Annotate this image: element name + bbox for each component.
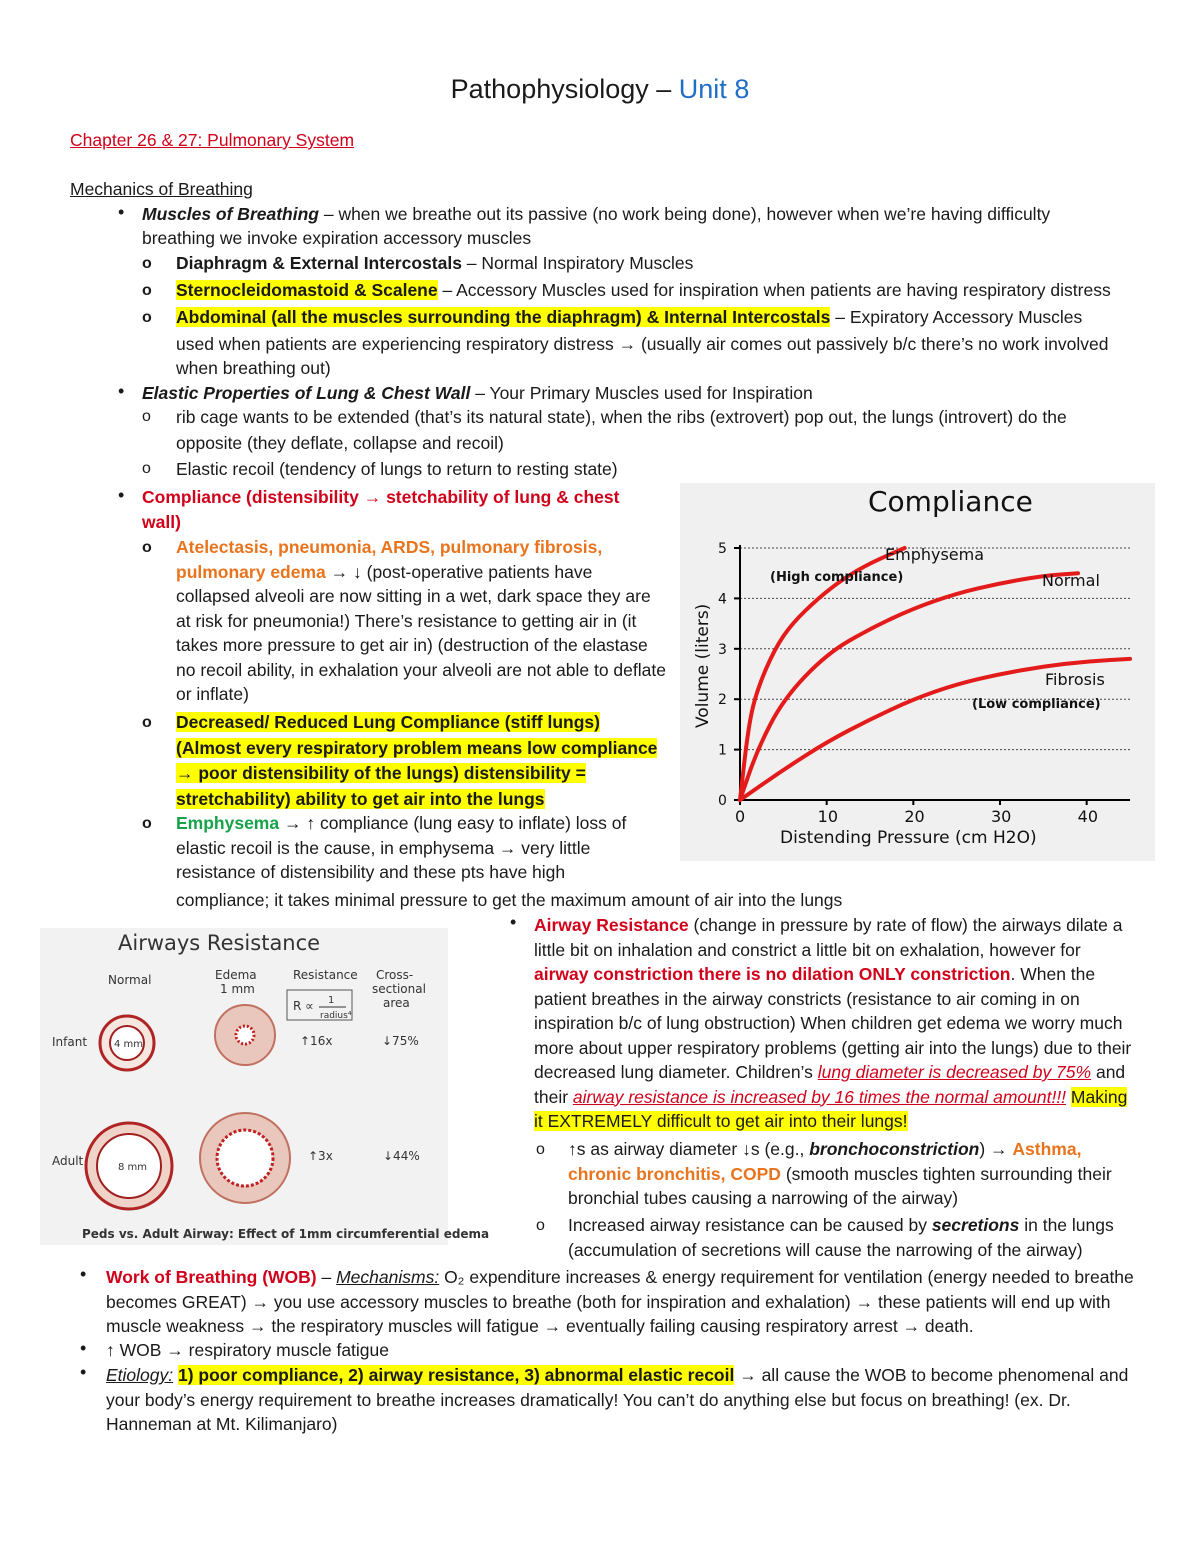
- bullet-icon: •: [118, 485, 125, 505]
- col-resistance: Resistance: [293, 968, 358, 982]
- formula-den: radius⁴: [320, 1011, 352, 1021]
- elastic-sub2: Elastic recoil (tendency of lungs to return to resting state): [176, 459, 618, 479]
- wob-fatigue: ↑ WOB → respiratory muscle fatigue: [106, 1340, 389, 1360]
- y-tick-label: 2: [718, 692, 727, 709]
- airways-resistance-image: [40, 928, 490, 1245]
- emphysema-last: compliance; it takes minimal pressure to get the maximum amount of air into the lungs: [176, 890, 843, 910]
- compliance-head2: wall): [142, 512, 181, 532]
- airways-title: Airways Resistance: [118, 931, 321, 955]
- chapter-heading: Chapter 26 & 27: Pulmonary System: [70, 130, 355, 150]
- circle-bullet-icon: o: [142, 309, 152, 326]
- x-tick-label: 30: [991, 807, 1012, 826]
- elastic-sub1b: opposite (they deflate, collapse and recoil): [176, 433, 504, 453]
- circle-bullet-icon: o: [142, 539, 152, 556]
- bullet-icon: •: [80, 1362, 87, 1382]
- emphysema-block: Emphysema → ↑ compliance (lung easy to inflate) loss of elastic recoil is the cause, in emphysema → very little resistance of distensibility and these pts have high: [176, 813, 627, 882]
- chart-ylabel: Volume (liters): [693, 603, 713, 728]
- col-cross2: sectional: [372, 982, 426, 996]
- chart-xlabel: Distending Pressure (cm H2O): [780, 828, 1037, 848]
- compliance-chart: [680, 483, 1155, 861]
- infant-normal-airway: [100, 1016, 154, 1070]
- series-label-fibrosis: Fibrosis: [1045, 670, 1105, 689]
- circle-bullet-icon: o: [142, 408, 151, 425]
- adult-resistance: ↑3x: [308, 1149, 333, 1163]
- formula-r: R ∝: [293, 999, 314, 1013]
- sternocleido-line: Sternocleidomastoid & Scalene – Accessory Muscles used for inspiration when patients are having respiratory distress: [176, 280, 1111, 300]
- wob-block: Work of Breathing (WOB) – Mechanisms: O₂ expenditure increases & energy requirement for ventilation (energy needed to breathe becomes GREAT) → you use accessory muscles to breathe (both for inspiration and exhalation) → these patients will end up with muscle weakness → the respiratory muscles will fatigue → eventually failing causing respiratory arrest → death.: [106, 1267, 1134, 1336]
- muscles-line2: breathing we invoke expiration accessory muscles: [142, 228, 532, 248]
- diaphragm-line: Diaphragm & External Intercostals – Normal Inspiratory Muscles: [176, 253, 694, 273]
- bullet-icon: •: [80, 1264, 87, 1284]
- atelectasis-block: Atelectasis, pneumonia, ARDS, pulmonary fibrosis, pulmonary edema → ↓ (post-operative patients have collapsed alveoli are now sitting in a wet, dark space they are at risk for pneumonia!) There’s resistance to getting air in (it takes more pressure to get air in) (destruction of the elastase no recoil ability, in exhalation your alveoli are not able to deflate or inflate): [176, 537, 666, 704]
- elastic-sub1a: rib cage wants to be extended (that’s its natural state), when the ribs (extrovert) pop out, the lungs (introvert) do the: [176, 407, 1067, 427]
- x-tick-label: 10: [817, 807, 839, 826]
- circle-bullet-icon: o: [142, 714, 152, 731]
- y-tick-label: 5: [718, 541, 727, 557]
- adult-size: 8 mm: [118, 1162, 148, 1173]
- muscles-line1: Muscles of Breathing – when we breathe out its passive (no work being done), however when we’re having difficulty: [142, 204, 1051, 224]
- elastic-line: Elastic Properties of Lung & Chest Wall – Your Primary Muscles used for Inspiration: [142, 383, 813, 403]
- row-infant: Infant: [52, 1035, 88, 1049]
- y-tick-label: 0: [718, 793, 727, 809]
- chart-title: Compliance: [868, 485, 1033, 518]
- x-tick-label: 0: [735, 807, 746, 826]
- page-title: [0, 74, 1200, 105]
- title-unit: Unit 8: [678, 74, 750, 104]
- airway-resistance-block: Airway Resistance (change in pressure by rate of flow) the airways dilate a little bit on inhalation and constrict a little bit on exhalation, however for airway constriction there is no dilation ONLY constriction. When the patient breathes in the airway constricts (resistance to air coming in on inspiration b/c of lung obstruction) When children get edema we worry much more about upper respiratory problems (getting air into the lungs) due to their decreased lung diameter. Children’s lung diameter is decreased by 75% and their airway resistance is increased by 16 times the normal amount!!! Making it EXTREMELY difficult to get air into their lungs!: [534, 915, 1132, 1131]
- abdominal-line3: when breathing out): [176, 358, 331, 378]
- col-edema: Edema: [215, 968, 257, 982]
- decreased-compliance-block: Decreased/ Reduced Lung Compliance (stiff lungs) (Almost every respiratory problem means low compliance → poor distensibility of the lungs) distensibility = stretchability) ability to get air into the lungs: [176, 712, 658, 809]
- bullet-icon: •: [80, 1338, 87, 1358]
- etiology-block: Etiology: 1) poor compliance, 2) airway resistance, 3) abnormal elastic recoil → all cause the WOB to become phenomenal and your body’s energy requirement to breathe increases dramatically! You can’t do anything else but focus on breathing! (ex. Dr. Hanneman at Mt. Kilimanjaro): [106, 1365, 1129, 1434]
- col-cross3: area: [383, 996, 410, 1010]
- circle-bullet-icon: o: [142, 815, 152, 832]
- x-tick-label: 40: [1077, 807, 1099, 826]
- bullet-icon: •: [118, 381, 125, 401]
- abdominal-line1: Abdominal (all the muscles surrounding the diaphragm) & Internal Intercostals – Expiratory Accessory Muscles: [176, 307, 1083, 327]
- adult-area: ↓44%: [383, 1149, 420, 1163]
- infant-edema-airway: [215, 1005, 275, 1065]
- adult-normal-airway: [86, 1123, 172, 1209]
- circle-bullet-icon: o: [142, 255, 152, 272]
- circle-bullet-icon: o: [142, 460, 151, 477]
- bullet-icon: •: [118, 202, 125, 222]
- col-edema-size: 1 mm: [220, 982, 255, 996]
- y-tick-label: 1: [718, 742, 727, 759]
- circle-bullet-icon: o: [536, 1217, 545, 1234]
- infant-resistance: ↑16x: [300, 1034, 333, 1048]
- series-note-fibrosis: (Low compliance): [972, 697, 1101, 712]
- infant-size: 4 mm: [114, 1039, 144, 1050]
- col-normal: Normal: [108, 973, 152, 987]
- infant-area: ↓75%: [382, 1034, 419, 1048]
- y-tick-label: 3: [718, 641, 727, 658]
- x-tick-label: 20: [904, 807, 925, 826]
- section-heading: Mechanics of Breathing: [70, 179, 253, 199]
- series-label-emphysema: Emphysema: [885, 545, 985, 564]
- y-tick-label: 4: [718, 591, 727, 608]
- series-note-emphysema: (High compliance): [770, 570, 904, 585]
- compliance-head1: Compliance (distensibility → stetchability of lung & chest: [142, 487, 620, 507]
- row-adult: Adult: [52, 1154, 84, 1168]
- series-label-normal: Normal: [1042, 571, 1100, 590]
- airway-sub2: Increased airway resistance can be caused by secretions in the lungs (accumulation of secretions will cause the narrowing of the airway): [568, 1215, 1114, 1260]
- circle-bullet-icon: o: [142, 282, 152, 299]
- airway-sub1: ↑s as airway diameter ↓s (e.g., bronchoconstriction) → Asthma, chronic bronchitis, COPD (smooth muscles tighten surrounding their bronchial tubes causing a narrowing of the airway): [568, 1139, 1112, 1208]
- airways-caption: Peds vs. Adult Airway: Effect of 1mm circumferential edema: [82, 1227, 490, 1241]
- title-text: Pathophysiology –: [450, 74, 679, 104]
- col-cross: Cross-: [376, 968, 414, 982]
- circle-bullet-icon: o: [536, 1141, 545, 1158]
- abdominal-line2: used when patients are experiencing respiratory distress → (usually air comes out passively b/c there’s no work involved: [176, 334, 1109, 354]
- adult-edema-airway: [200, 1113, 290, 1203]
- bullet-icon: •: [510, 912, 517, 932]
- formula-num: 1: [328, 995, 335, 1006]
